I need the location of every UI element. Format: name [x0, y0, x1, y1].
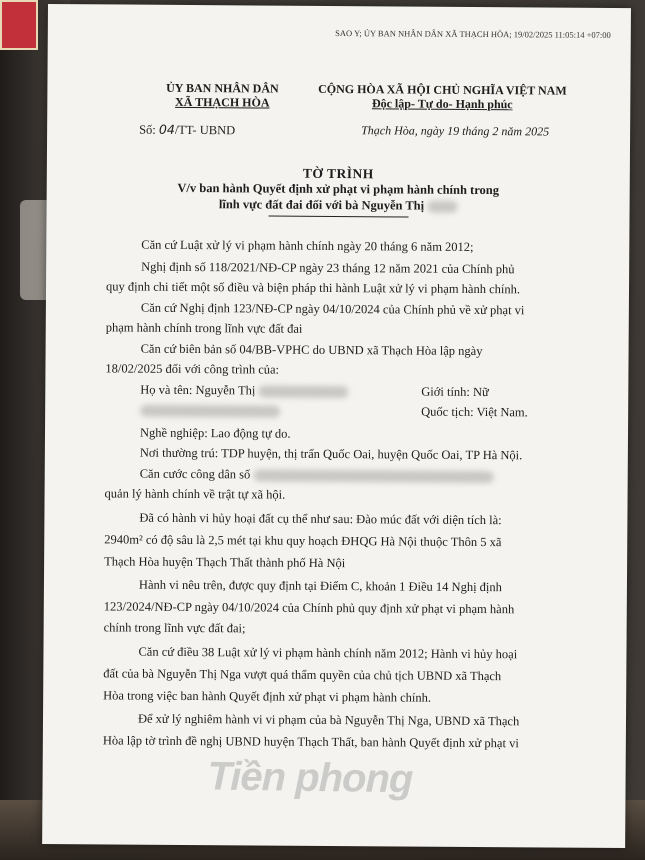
redaction-blur [140, 405, 280, 418]
body-line: Hòa trong việc ban hành Quyết định xử phạt vi phạm hành chính. [103, 688, 432, 705]
place-date: Thạch Hòa, ngày 19 tháng 2 năm 2025 [361, 123, 550, 139]
background-red-object [0, 0, 38, 50]
body-line: Căn cứ Nghị định 123/NĐ-CP ngày 04/10/2024 của Chính phủ về xử phạt vi [140, 300, 525, 318]
body-line: phạm hành chính trong lĩnh vực đất đai [105, 320, 303, 336]
document-page [42, 4, 631, 848]
body-line: Để xử lý nghiêm hành vi vi phạm của bà Nguyễn Thị Nga, UBND xã Thạch [137, 711, 520, 729]
subject-line-1: V/v ban hành Quyết định xử phạt vi phạm hành chính trong [177, 180, 500, 198]
body-line: 2940m² có độ sâu là 2,5 mét tại khu quy hoạch ĐHQG Hà Nội thuộc Thôn 5 xã [104, 532, 502, 550]
redaction-blur [253, 470, 493, 484]
id-row [140, 467, 494, 484]
body-line: Hành vi nêu trên, được quy định tại Điểm C, khoản 1 Điều 14 Nghị định [138, 577, 502, 595]
agency-name: ỦY BAN NHÂN DÂN [166, 80, 279, 96]
body-line: Nghị định số 118/2021/NĐ-CP ngày 23 tháng 12 năm 2021 của Chính phủ [141, 259, 515, 277]
doc-no-prefix: Số: [139, 122, 156, 137]
body-line: Nghề nghiệp: Lao động tự do. [139, 425, 291, 441]
body-line: Căn cứ biên bản số 04/BB-VPHC do UBND xã Thạch Hòa lập ngày [140, 341, 483, 359]
redaction-blur [427, 201, 457, 213]
body-line: Hòa lập tờ trình đề nghị UBND huyện Thạch Thất, ban hành Quyết định xử phạt vi [102, 733, 519, 751]
body-line: Thạch Hòa huyện Thạch Thất thành phố Hà Nội [104, 554, 346, 571]
person-name-row [140, 383, 348, 399]
redacted-row [140, 403, 280, 419]
agency-commune: XÃ THẠCH HÒA [175, 94, 270, 110]
body-line: Căn cứ điều 38 Luật xử lý vi phạm hành chính năm 2012; Hành vi hủy hoại [138, 644, 518, 662]
document-number [139, 122, 235, 139]
name-label: Họ và tên: Nguyễn Thị [140, 382, 256, 398]
title-underline [269, 216, 409, 218]
document-title: TỜ TRÌNH [302, 165, 374, 182]
watermark-logo: Tiền phong [207, 754, 413, 802]
body-line: quy định chi tiết một số điều và biện pháp thi hành Luật xử lý vi phạm hành chính. [105, 279, 521, 297]
copy-stamp-line: SAO Y; ỦY BAN NHÂN DÂN XÃ THẠCH HÒA; 19/02/2025 11:05:14 +07:00 [335, 28, 611, 40]
body-line: Căn cứ Luật xử lý vi phạm hành chính ngày 20 tháng 6 năm 2012; [141, 237, 474, 254]
national-motto: Độc lập- Tự do- Hạnh phúc [371, 96, 513, 112]
redaction-blur [258, 386, 348, 399]
body-line: 123/2024/NĐ-CP ngày 04/10/2024 của Chính phủ quy định xử phạt vi phạm hành [103, 599, 515, 617]
doc-no-handwritten: 04 [158, 121, 175, 137]
id-label: Căn cước công dân số [139, 466, 251, 482]
body-line: Đã có hành vi hủy hoại đất cụ thể như sau: Đào múc đất với diện tích là: [139, 510, 502, 528]
body-line: 18/02/2025 đối với công trình của: [105, 361, 280, 377]
doc-no-suffix: /TT- UBND [174, 122, 236, 138]
subject-line-2-text: lĩnh vực đất đai đối với bà Nguyễn Thị [218, 197, 425, 213]
body-line: Nơi thường trú: TDP huyện, thị trấn Quốc Oai, huyện Quốc Oai, TP Hà Nội. [139, 445, 523, 463]
gender: Giới tính: Nữ [421, 384, 489, 400]
body-line: chính trong lĩnh vực đất đai; [103, 620, 246, 636]
body-line: quản lý hành chính về trật tự xã hội. [104, 486, 286, 502]
subject-line-2 [47, 196, 630, 215]
body-line: đất của bà Nguyễn Thị Nga vượt quá thẩm quyền của chủ tịch UBND xã Thạch [103, 666, 502, 684]
national-title: CỘNG HÒA XÃ HỘI CHỦ NGHĨA VIỆT NAM [318, 81, 567, 98]
nationality: Quốc tịch: Việt Nam. [421, 404, 528, 420]
